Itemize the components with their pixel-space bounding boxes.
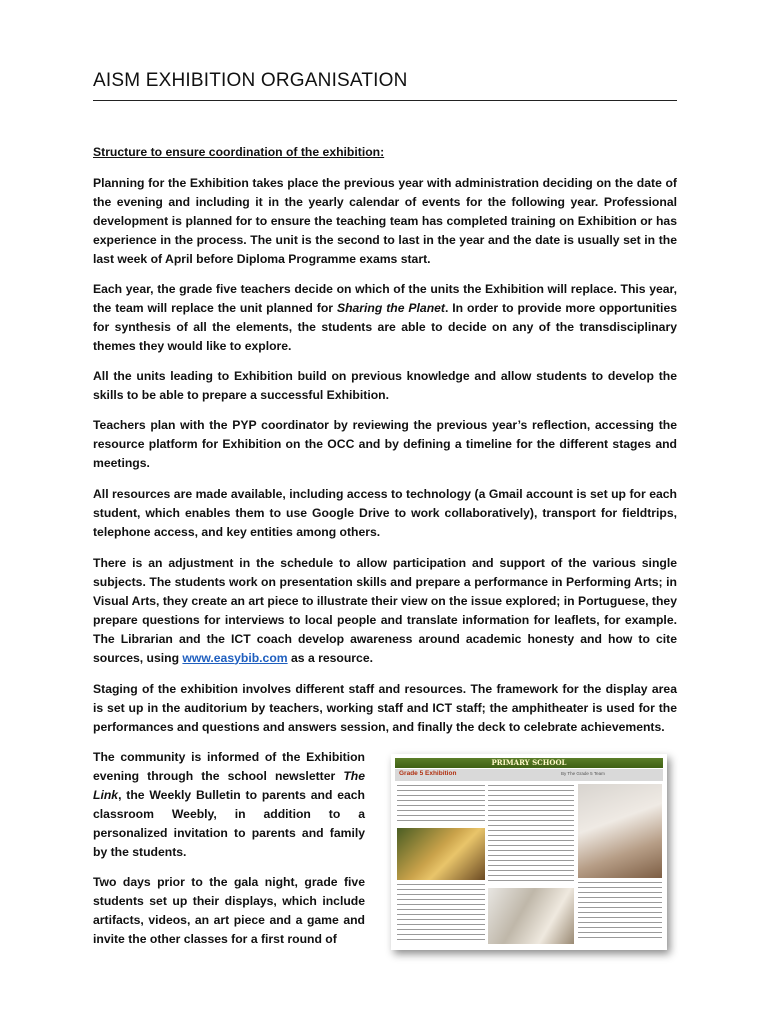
- easybib-link[interactable]: www.easybib.com: [182, 650, 288, 665]
- paragraph-skills: All the units leading to Exhibition build on previous knowledge and allow students to develop the skills to be able to prepare a successful Exhibition.: [93, 369, 677, 402]
- newsletter-column-1-text: [397, 785, 485, 825]
- newsletter-column-1-lower-text: [397, 884, 485, 944]
- paragraph-units-italic: Sharing the Planet: [336, 300, 445, 315]
- newsletter-photo-drawing: [488, 888, 574, 944]
- paragraph-units-text-b: . In order to provide more opportunities for synthesis of all the elements, the students are able to decide on any of the transdisciplinary themes they would like to explore.: [93, 300, 677, 353]
- paragraph-community-text-a: The community is informed of the Exhibition evening through the school newsletter: [93, 750, 365, 783]
- newsletter-banner: PRIMARY SCHOOL: [395, 758, 663, 768]
- paragraph-teachers-plan: Teachers plan with the PYP coordinator by reviewing the previous year’s reflection, accessing the resource platform for Exhibition on the OCC and by defining a timeline for the different stages and meetings.: [93, 418, 677, 470]
- paragraph-resources: All resources are made available, including access to technology (a Gmail account is set up for each student, which enables them to use Google Drive to work collaboratively), transport for fieldtrips, telephone access, and key entities among others.: [93, 487, 677, 539]
- paragraph-staging: Staging of the exhibition involves different staff and resources. The framework for the display area is set up in the auditorium by teachers, working staff and ICT staff; the amphitheater is used for the performances and questions and answers session, and finally the deck to celebrate achievements.: [93, 682, 677, 734]
- newsletter-byline: By The Grade 5 Team: [561, 771, 605, 776]
- paragraph-schedule: [93, 554, 677, 667]
- document-title: AISM EXHIBITION ORGANISATION: [93, 70, 408, 91]
- newsletter-column-3-text: [578, 882, 662, 938]
- paragraph-community-text-b: , the Weekly Bulletin to parents and each classroom Weebly, in addition to a personalized invitation to parents and family by the students.: [93, 787, 365, 859]
- paragraph-community: [93, 748, 365, 861]
- paragraph-planning: Planning for the Exhibition takes place the previous year with administration deciding on the date of the evening and including it in the yearly calendar of events for the following year. Professional development is planned for to ensure the teaching team has completed training on Exhibition or has experience in the process. The unit is the second to last in the year and the date is usually set in the last week of April before Diploma Programme exams start.: [93, 176, 677, 266]
- section-heading: Structure to ensure coordination of the exhibition:: [93, 145, 385, 159]
- document-page: [93, 0, 677, 1024]
- paragraph-setup: Two days prior to the gala night, grade five students set up their displays, which include artifacts, videos, an art piece and a game and invite the other classes for a first round of: [93, 875, 365, 946]
- newsletter-heading: Grade 5 Exhibition: [399, 770, 457, 777]
- newsletter-photo-presentation: [397, 828, 485, 880]
- newsletter-photo-student: [578, 784, 662, 878]
- title-divider: [93, 100, 677, 101]
- paragraph-units: [93, 280, 677, 356]
- paragraph-units-text-a: Each year, the grade five teachers decide on which of the units the Exhibition will replace. This year, the team will replace the unit planned for: [93, 282, 677, 315]
- paragraph-schedule-text-b: as a resource.: [287, 650, 373, 665]
- paragraph-community-italic: The Link: [93, 768, 365, 802]
- paragraph-schedule-text-a: There is an adjustment in the schedule to allow participation and support of the various single subjects. The students work on presentation skills and prepare a performance in Performing Arts; in Visual Arts, they create an art piece to illustrate their view on the issue explored; in Portuguese, they prepare questions for interviews to local people and translate information for leaflets, for example. The Librarian and the ICT coach develop awareness around academic honesty and how to cite sources, using: [93, 556, 677, 665]
- newsletter-column-2-text: [488, 785, 574, 885]
- newsletter-image: [391, 754, 667, 950]
